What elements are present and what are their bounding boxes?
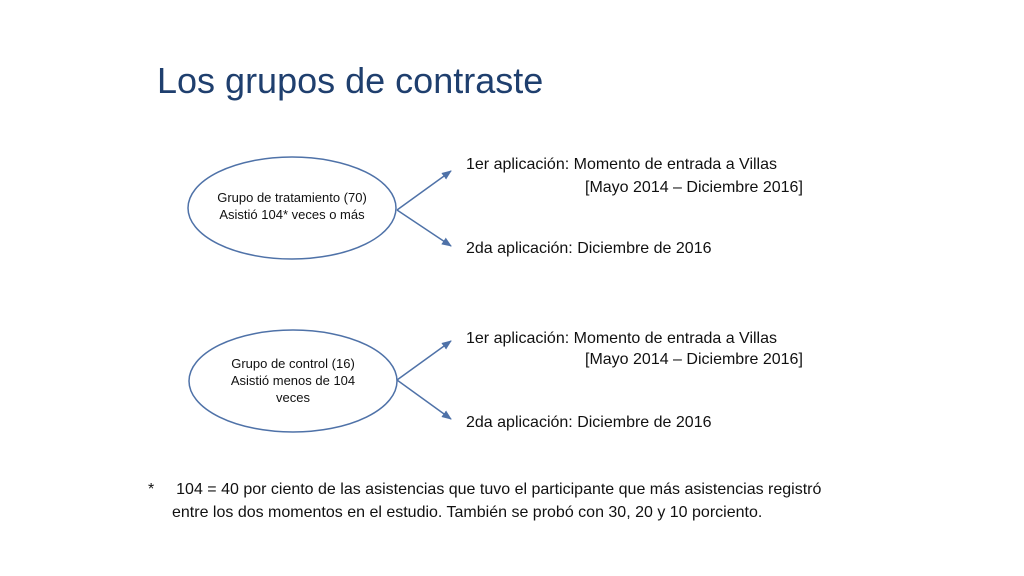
treatment-arrow-first [397, 171, 451, 210]
footnote-line-2: entre los dos momentos en el estudio. También se probó con 30, 20 y 10 porciento. [172, 504, 763, 521]
treatment-first-application: 1er aplicación: Momento de entrada a Villas [466, 156, 777, 173]
control-second-application: 2da aplicación: Diciembre de 2016 [466, 414, 712, 431]
treatment-group-line-1: Grupo de tratamiento (70) [217, 190, 367, 205]
treatment-second-application: 2da aplicación: Diciembre de 2016 [466, 240, 712, 257]
control-arrow-first [397, 341, 451, 380]
treatment-arrow-second [397, 210, 451, 246]
footnote-marker: * [148, 481, 155, 498]
treatment-group-line-2: Asistió 104* veces o más [219, 207, 365, 222]
control-group-line-3: veces [276, 390, 310, 405]
footnote [148, 478, 821, 524]
treatment-group-label [192, 189, 392, 223]
footnote-text-1: 104 = 40 por ciento de las asistencias que tuvo el participante que más asistencias registró [176, 481, 822, 498]
control-group-label [193, 355, 393, 406]
slide-title: Los grupos de contraste [157, 60, 544, 101]
footnote-line-1 [148, 478, 821, 501]
control-first-application: 1er aplicación: Momento de entrada a Villas [466, 330, 777, 347]
control-arrow-second [397, 380, 451, 419]
control-group-line-2: Asistió menos de 104 [230, 373, 356, 388]
treatment-first-application-period: [Mayo 2014 – Diciembre 2016] [585, 179, 803, 196]
control-first-application-period: [Mayo 2014 – Diciembre 2016] [585, 351, 803, 368]
control-group-line-1: Grupo de control (16) [231, 356, 355, 371]
